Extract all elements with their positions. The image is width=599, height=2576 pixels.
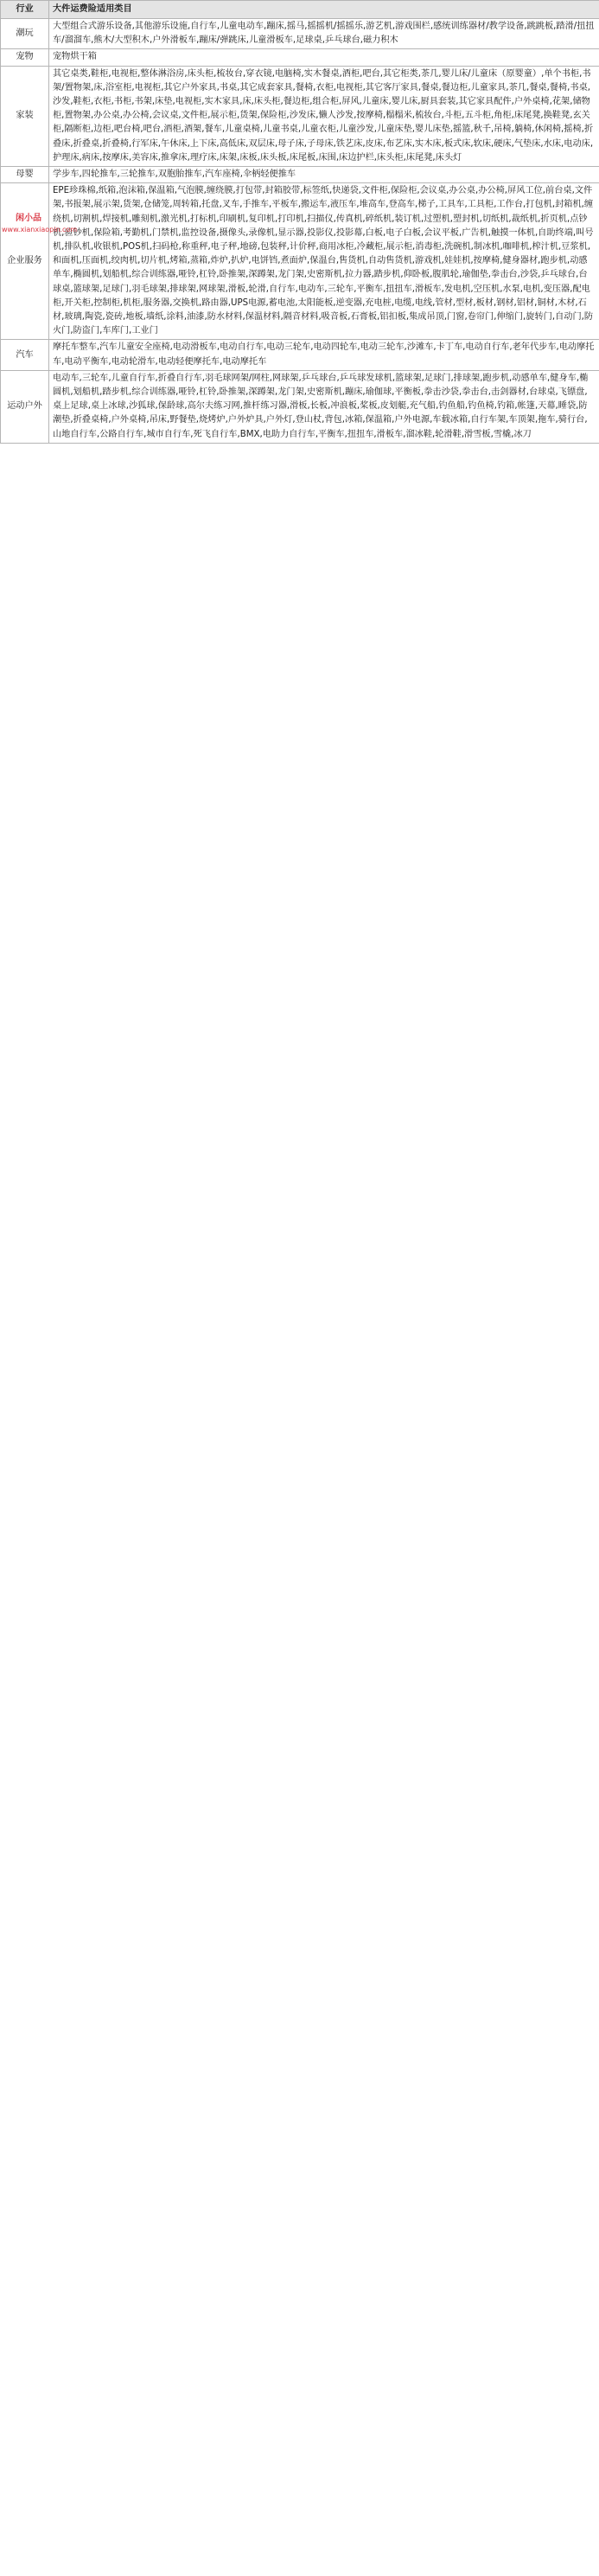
categories-cell: 摩托车整车,汽车儿童安全座椅,电动滑板车,电动自行车,电动三轮车,电动四轮车,电动三轮车,沙滩车,卡丁车,电动自行车,老年代步车,电动摩托车,电动平衡车,电动轮滑车,电动轻便摩托车,电动摩托车 [49,340,599,370]
table-row [1,370,599,443]
categories-cell: EPE珍珠棉,纸箱,泡沫箱,保温箱,气泡膜,缠绕膜,打包带,封箱胶带,标签纸,快递袋,文件柜,保险柜,会议桌,办公桌,办公椅,屏风工位,前台桌,文件架,书报架,展示架,货架,仓储笼,周转箱,托盘,叉车,手推车,平板车,搬运车,液压车,堆高车,登高车,梯子,工具车,工具柜,工作台,打包机,封箱机,缠绕机,切割机,焊接机,雕刻机,激光机,打标机,印刷机,复印机,打印机,扫描仪,传真机,碎纸机,装订机,过塑机,塑封机,切纸机,裁纸机,折页机,点钞机,验钞机,保险箱,考勤机,门禁机,监控设备,摄像头,录像机,显示器,投影仪,投影幕,白板,电子白板,会议平板,广告机,触摸一体机,自助终端,叫号机,排队机,收银机,POS机,扫码枪,称重秤,电子秤,地磅,包装秤,计价秤,商用冰柜,冷藏柜,展示柜,消毒柜,洗碗机,制冰机,咖啡机,榨汁机,豆浆机,和面机,压面机,绞肉机,切片机,烤箱,蒸箱,炸炉,扒炉,电饼铛,煮面炉,保温台,售货机,自动售货机,游戏机,娃娃机,按摩椅,健身器材,跑步机,动感单车,椭圆机,划船机,综合训练器,哑铃,杠铃,卧推架,深蹲架,龙门架,史密斯机,拉力器,踏步机,仰卧板,腹肌轮,瑜伽垫,拳击台,沙袋,乒乓球台,台球桌,篮球架,足球门,羽毛球架,排球架,网球架,滑板,轮滑,自行车,电动车,三轮车,平衡车,扭扭车,滑板车,发电机,空压机,水泵,电机,变压器,配电柜,开关柜,控制柜,机柜,服务器,交换机,路由器,UPS电源,蓄电池,太阳能板,逆变器,充电桩,电缆,电线,管材,型材,板材,钢材,铝材,铜材,木材,石材,玻璃,陶瓷,瓷砖,地板,墙纸,涂料,油漆,防水材料,保温材料,隔音材料,吸音板,石膏板,铝扣板,集成吊顶,门窗,卷帘门,伸缩门,旋转门,自动门,防火门,防盗门,车库门,工业门 [49,183,599,340]
site-watermark [2,213,78,235]
header-industry: 行业 [1,1,49,19]
categories-cell: 电动车,三轮车,儿童自行车,折叠自行车,羽毛球网架/网柱,网球架,乒乓球台,乒乓球发球机,篮球架,足球门,排球架,跑步机,动感单车,健身车,椭圆机,划船机,踏步机,综合训练器,哑铃,杠铃,卧推架,深蹲架,龙门架,史密斯机,蹦床,瑜伽球,平衡板,拳击沙袋,拳击台,击剑器材,台球桌,飞镖盘,桌上足球,桌上冰球,沙狐球,保龄球,高尔夫练习网,推杆练习器,滑板,长板,冲浪板,桨板,皮划艇,充气船,钓鱼船,钓鱼椅,钓箱,帐篷,天幕,睡袋,防潮垫,折叠桌椅,户外桌椅,吊床,野餐垫,烧烤炉,户外炉具,户外灯,登山杖,背包,冰箱,保温箱,户外电源,车载冰箱,自行车架,车顶架,拖车,骑行台,山地自行车,公路自行车,城市自行车,死飞自行车,BMX,电助力自行车,平衡车,扭扭车,滑板车,溜冰鞋,轮滑鞋,滑雪板,雪橇,冰刀 [49,370,599,443]
table-row [1,49,599,66]
table-row [1,340,599,370]
industry-cell: 母婴 [1,167,49,183]
watermark-site: www.xianxiaopin.com [2,226,78,233]
industry-cell: 潮玩 [1,19,49,49]
categories-cell: 宠物烘干箱 [49,49,599,66]
categories-cell: 学步车,四轮推车,三轮推车,双胞胎推车,汽车座椅,伞柄轻便推车 [49,167,599,183]
table-row [1,66,599,166]
header-categories: 大件运费险适用类目 [49,1,599,19]
industry-cell: 宠物 [1,49,49,66]
industry-cell: 运动户外 [1,370,49,443]
industry-cell: 汽车 [1,340,49,370]
categories-cell: 大型组合式游乐设备,其他游乐设施,自行车,儿童电动车,蹦床,摇马,摇摇机/摇摇乐,游艺机,游戏围栏,感统训练器材/教学设备,跳跳板,踏滑/扭扭车/溜溜车,熊木/大型积木,户外滑板车,蹦床/弹跳床,儿童滑板车,足球桌,乒乓球台,磁力积木 [49,19,599,49]
table-header-row [1,1,599,19]
watermark-title: 闲小品 [16,214,41,223]
table-row [1,167,599,183]
table-row [1,183,599,340]
categories-cell: 其它桌类,鞋柜,电视柜,整体淋浴房,床头柜,梳妆台,穿衣镜,电脑椅,实木餐桌,酒柜,吧台,其它柜类,茶几,婴儿床/儿童床（原婴童）,单个书柜,书架/置物架,床,浴室柜,电视柜,其它户外家具,书桌,其它成套家具,餐椅,衣柜,电视柜,其它客厅家具,餐桌,餐边柜,儿童家具,茶几,餐桌,餐椅,书桌,沙发,鞋柜,衣柜,书柜,书架,床垫,电视柜,实木家具,床,床头柜,餐边柜,组合柜,屏风,儿童床,婴儿床,厨具套装,其它家具配件,户外桌椅,花架,储物柜,置物架,办公桌,办公椅,会议桌,文件柜,展示柜,货架,保险柜,沙发床,懒人沙发,按摩椅,榻榻米,梳妆台,斗柜,五斗柜,角柜,床尾凳,换鞋凳,玄关柜,隔断柜,边柜,吧台椅,吧台,酒柜,酒架,餐车,儿童桌椅,儿童书桌,儿童衣柜,儿童沙发,儿童床垫,婴儿床垫,摇篮,秋千,吊椅,躺椅,休闲椅,摇椅,折叠床,折叠桌,折叠椅,行军床,午休床,上下床,高低床,双层床,母子床,子母床,铁艺床,皮床,布艺床,实木床,板式床,软床,硬床,气垫床,水床,电动床,护理床,病床,按摩床,美容床,推拿床,理疗床,床架,床板,床头板,床尾板,床围,床边护栏,床头柜,床尾凳,床头灯 [49,66,599,166]
industry-cell: 企业服务 [1,183,49,340]
fee-category-table [0,0,599,444]
industry-cell: 家装 [1,66,49,166]
table-row [1,19,599,49]
